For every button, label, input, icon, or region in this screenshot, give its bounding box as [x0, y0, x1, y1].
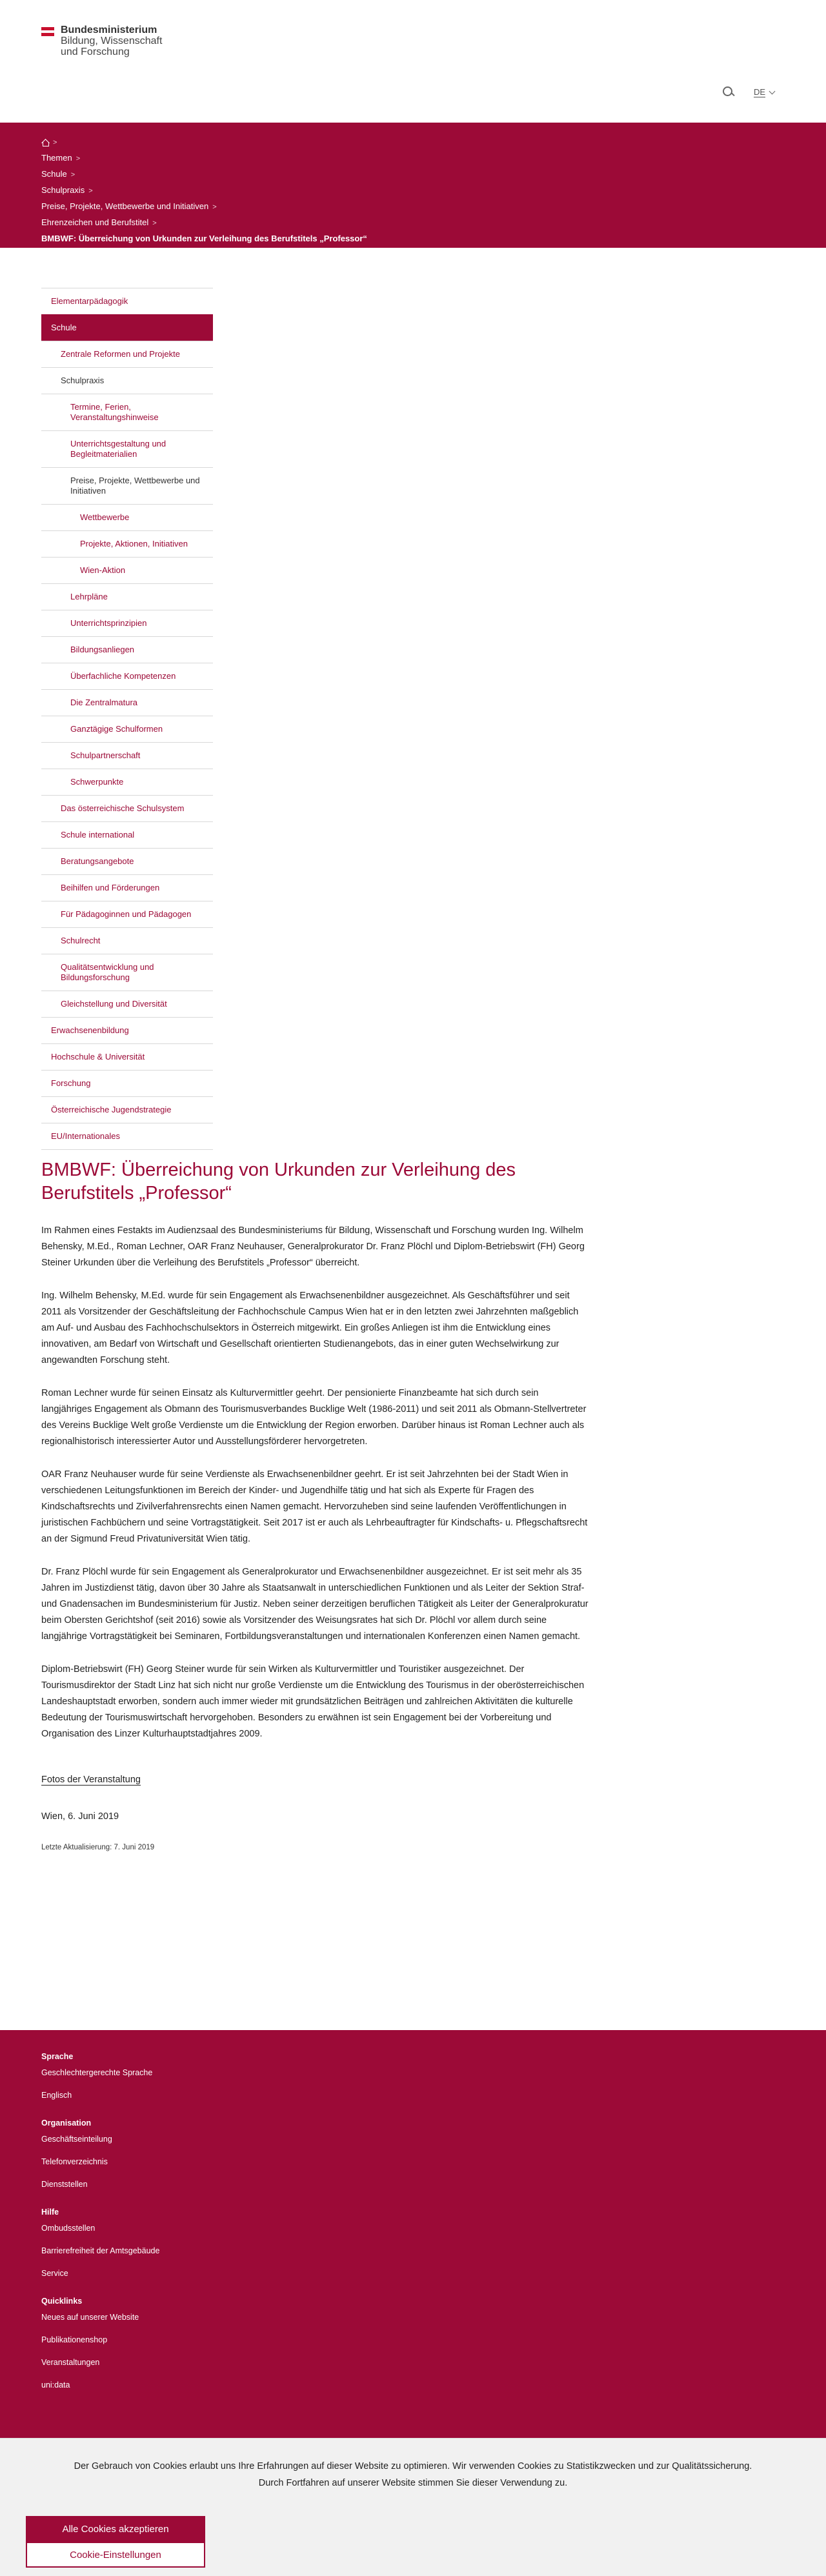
sidebar-item-unterrichtsprinzipien[interactable]: Unterrichtsprinzipien: [41, 610, 213, 636]
sidebar-item-schule-international[interactable]: Schule international: [41, 821, 213, 848]
footer-link[interactable]: Ombudsstellen: [41, 2224, 96, 2233]
sidebar-item-ganztaegige-schulformen[interactable]: Ganztägige Schulformen: [41, 716, 213, 742]
sidebar-item-zentrale-reformen[interactable]: Zentrale Reformen und Projekte: [41, 341, 213, 367]
sidebar-item-unterrichtsgestaltung[interactable]: Unterrichtsgestaltung und Begleitmaterialien: [41, 430, 213, 467]
article-date: Wien, 6. Juni 2019: [41, 1811, 119, 1822]
sidebar-item-projekte-aktionen[interactable]: Projekte, Aktionen, Initiativen: [41, 530, 213, 557]
photos-link[interactable]: Fotos der Veranstaltung: [41, 1775, 141, 1785]
article-paragraph-lechner: Roman Lechner wurde für seinen Einsatz als Kulturvermittler geehrt. Der pensionierte Finanzbeamte hat sich durch sein langjähriges Engagement als Obmann des Tourismusverbandes Bucklige Welt (1986-2011) und seit 2011 als Obmann-Stellvertreter des Vereins Bucklige Welt große Verdienste um die Entwicklung der Region erworben. Darüber hinaus ist Roman Lechner auch als regionalhistorisch interessierter Autor und Ausstellungsförderer hervorgetreten.: [41, 1388, 587, 1447]
footer-section-sprache: [41, 2052, 785, 2100]
sidebar-item-paedagogen[interactable]: Für Pädagoginnen und Pädagogen: [41, 901, 213, 927]
article-paragraph-behensky: Ing. Wilhelm Behensky, M.Ed. wurde für sein Engagement als Erwachsenenbildner ausgezeichnet. Als Geschäftsführer und seit 2011 als Vorsitzender der Geschäftsleitung der Fachhochschule Campus Wien hat er in den letzten zwei Jahrzehnten maßgeblich am Auf- und Ausbau des Fachhochschulsektors in Österreich mitgewirkt. Ein großes Anliegen ist ihm die Entwicklung eines innovativen, am Bedarf von Wirtschaft und Gesellschaft orientierten Studienangebots, das in einer guten Wechselwirkung zur angewandten Forschung steht.: [41, 1291, 579, 1365]
article-content: [41, 1158, 590, 1851]
search-icon[interactable]: [721, 85, 736, 99]
footer-link[interactable]: Neues auf unserer Website: [41, 2313, 139, 2322]
footer-title: Sprache: [41, 2052, 74, 2061]
cookie-settings-button[interactable]: Cookie-Einstellungen: [26, 2542, 205, 2568]
breadcrumb-current: BMBWF: Überreichung von Urkunden zur Verleihung des Berufstitels „Professor“: [41, 234, 367, 243]
language-switcher[interactable]: [754, 87, 774, 97]
sidebar-item-schule[interactable]: Schule: [41, 314, 213, 341]
accept-all-cookies-button[interactable]: Alle Cookies akzeptieren: [26, 2516, 205, 2542]
sidebar-item-jugendstrategie[interactable]: Österreichische Jugendstrategie: [41, 1096, 213, 1123]
footer-link[interactable]: uni:data: [41, 2380, 70, 2390]
footer-title: Quicklinks: [41, 2297, 83, 2306]
sidebar-item-schwerpunkte[interactable]: Schwerpunkte: [41, 769, 213, 795]
article-paragraph-ploechl: Dr. Franz Plöchl wurde für sein Engagement als Generalprokurator und Erwachsenenbildner ausgezeichnet. Er ist seit mehr als 35 Jahren im Justizdienst tätig, davon über 30 Jahre als Staatsanwalt in unterschiedlichen Funktionen und als Leiter der Sektion Straf- und Gnadensachen im Bundesministerium für Justiz. Neben seiner derzeitigen beruflichen Tätigkeit als Leiter der Generalprokuratur beim Obersten Gerichtshof (seit 2016) sowie als Vorsitzender des Weisungsrates hat sich Dr. Plöchl vor allem durch seine langjährige Vortragstätigkeit bei Seminaren, Fortbildungsveranstaltungen und internationalen Konferenzen einen Namen gemacht.: [41, 1567, 589, 1642]
cookie-text-line-1: Der Gebrauch von Cookies erlaubt uns Ihre Erfahrungen auf dieser Website zu optimieren. Wir verwenden Cookies zu Statistikzwecken und zur Qualitätssicherung.: [74, 2461, 752, 2471]
language-code: DE: [753, 87, 765, 97]
site-header: [0, 0, 826, 123]
sidebar-item-schulrecht[interactable]: Schulrecht: [41, 927, 213, 954]
logo-line-3: und Forschung: [61, 46, 130, 57]
footer-section-quicklinks: [41, 2297, 785, 2390]
sidebar-item-zentralmatura[interactable]: Die Zentralmatura: [41, 689, 213, 716]
footer-link[interactable]: Englisch: [41, 2091, 72, 2100]
footer-title: Hilfe: [41, 2208, 59, 2217]
page-title: BMBWF: Überreichung von Urkunden zur Verleihung des Berufstitels „Professor“: [41, 1160, 516, 1203]
article-paragraph-intro: Im Rahmen eines Festakts im Audienzsaal des Bundesministeriums für Bildung, Wissenschaft und Forschung wurden Ing. Wilhelm Behensky, M.Ed., Roman Lechner, OAR Franz Neuhauser, Generalprokurator Dr. Franz Plöchl und Diplom-Betriebswirt (FH) Georg Steiner Urkunden über die Verleihung des Berufstitels „Professor“ überreicht.: [41, 1225, 585, 1268]
sidebar-item-gleichstellung[interactable]: Gleichstellung und Diversität: [41, 991, 213, 1017]
sidebar-item-schulpartnerschaft[interactable]: Schulpartnerschaft: [41, 742, 213, 769]
footer-title: Organisation: [41, 2118, 92, 2128]
article-paragraph-neuhauser: OAR Franz Neuhauser wurde für seine Verdienste als Erwachsenenbildner geehrt. Er ist seit Jahrzehnten bei der Stadt Wien in verschiedenen Leitungsfunktionen im Bereich der Kinder- und Jugendhilfe tätig und hat sich als Experte für Fragen des Kindschaftsrechts und Zivilverfahrensrechts einen Namen gemacht. Hervorzuheben sind seine laufenden Veröffentlichungen in juristischen Fachbüchern und seine Vortragstätigkeit. Seit 2017 ist er auch als Lehrbeauftragter für Kindschafts- u. Pflegschaftsrecht an der Sigmund Freud Privatuniversität Wien tätig.: [41, 1469, 588, 1544]
last-updated: Letzte Aktualisierung: 7. Juni 2019: [41, 1844, 155, 1851]
breadcrumb-home[interactable]: >: [41, 134, 785, 150]
sidebar-item-schulsystem[interactable]: Das österreichische Schulsystem: [41, 795, 213, 821]
footer-link[interactable]: Veranstaltungen: [41, 2358, 100, 2367]
sidebar-item-forschung[interactable]: Forschung: [41, 1070, 213, 1096]
sidebar-item-preise-projekte[interactable]: Preise, Projekte, Wettbewerbe und Initiativen: [41, 467, 213, 504]
sidebar-item-lehrplaene[interactable]: Lehrpläne: [41, 583, 213, 610]
breadcrumb-item-schule[interactable]: Schule: [41, 169, 67, 179]
sidebar-item-eu-internationales[interactable]: EU/Internationales: [41, 1123, 213, 1150]
breadcrumb-item-preise[interactable]: Preise, Projekte, Wettbewerbe und Initiativen: [41, 201, 209, 211]
footer-link[interactable]: Barrierefreiheit der Amtsgebäude: [41, 2246, 160, 2255]
footer-link[interactable]: Geschlechtergerechte Sprache: [41, 2068, 153, 2077]
sidebar-item-erwachsenenbildung[interactable]: Erwachsenenbildung: [41, 1017, 213, 1043]
sidebar-navigation: [41, 288, 213, 1150]
sidebar-item-bildungsanliegen[interactable]: Bildungsanliegen: [41, 636, 213, 663]
ministry-logo[interactable]: [41, 25, 162, 57]
sidebar-item-schulpraxis[interactable]: Schulpraxis: [41, 367, 213, 394]
home-icon[interactable]: [41, 139, 49, 146]
chevron-down-icon: [769, 88, 776, 94]
cookie-text-line-2: Durch Fortfahren auf unserer Website stimmen Sie dieser Verwendung zu.: [258, 2478, 568, 2488]
footer-link[interactable]: Geschäftseinteilung: [41, 2135, 112, 2144]
sidebar-item-hochschule[interactable]: Hochschule & Universität: [41, 1043, 213, 1070]
breadcrumb-banner: [0, 123, 826, 248]
sidebar-item-beratungsangebote[interactable]: Beratungsangebote: [41, 848, 213, 874]
breadcrumb-item-themen[interactable]: Themen: [41, 153, 72, 163]
sidebar-item-wien-aktion[interactable]: Wien-Aktion: [41, 557, 213, 583]
footer-section-hilfe: [41, 2208, 785, 2279]
footer-link[interactable]: Dienststellen: [41, 2180, 88, 2189]
cookie-banner: [0, 2438, 826, 2576]
sidebar-item-elementarpaedagogik[interactable]: Elementarpädagogik: [41, 288, 213, 314]
footer-link[interactable]: Service: [41, 2269, 68, 2278]
sidebar-item-termine[interactable]: Termine, Ferien, Veranstaltungshinweise: [41, 394, 213, 430]
article-paragraph-steiner: Diplom-Betriebswirt (FH) Georg Steiner wurde für sein Wirken als Kulturvermittler und Touristiker ausgezeichnet. Der Tourismusdirektor der Stadt Linz hat sich nicht nur große Verdienste um die Entwicklung des Tourismus in der oberösterreichischen Landeshauptstadt erworben, sondern auch immer wieder mit grundsätzlichen Beiträgen und zahlreichen Aktivitäten die kulturelle Bedeutung der Tourismuswirtschaft hervorgehoben. Besonders zu erwähnen ist sein Engagement bei der Vorbereitung und Organisation des Linzer Kulturhauptstadtjahres 2009.: [41, 1664, 585, 1739]
footer-link[interactable]: Publikationenshop: [41, 2335, 108, 2344]
austria-flag-icon: [41, 27, 54, 36]
breadcrumb-item-schulpraxis[interactable]: Schulpraxis: [41, 185, 85, 195]
sidebar-item-beihilfen[interactable]: Beihilfen und Förderungen: [41, 874, 213, 901]
breadcrumb: > Themen > Schule > Schulpraxis > Preise, Projekte, Wettbewerbe und Initiativen > Ehrenzeichen und Berufstitel > BMBWF: Überreichung von Urkunden zur Verleihung des Berufstitels „Professor“: [41, 134, 785, 246]
logo-line-1: Bundesministerium: [61, 25, 157, 35]
logo-line-2: Bildung, Wissenschaft: [61, 35, 163, 46]
footer-link[interactable]: Telefonverzeichnis: [41, 2157, 108, 2166]
footer-section-organisation: [41, 2118, 785, 2189]
cookie-text: [0, 2439, 826, 2491]
sidebar-item-ueberfachliche-kompetenzen[interactable]: Überfachliche Kompetenzen: [41, 663, 213, 689]
sidebar-item-wettbewerbe[interactable]: Wettbewerbe: [41, 504, 213, 530]
sidebar-item-qualitaetsentwicklung[interactable]: Qualitätsentwicklung und Bildungsforschung: [41, 954, 213, 991]
breadcrumb-item-ehrenzeichen[interactable]: Ehrenzeichen und Berufstitel: [41, 217, 149, 227]
